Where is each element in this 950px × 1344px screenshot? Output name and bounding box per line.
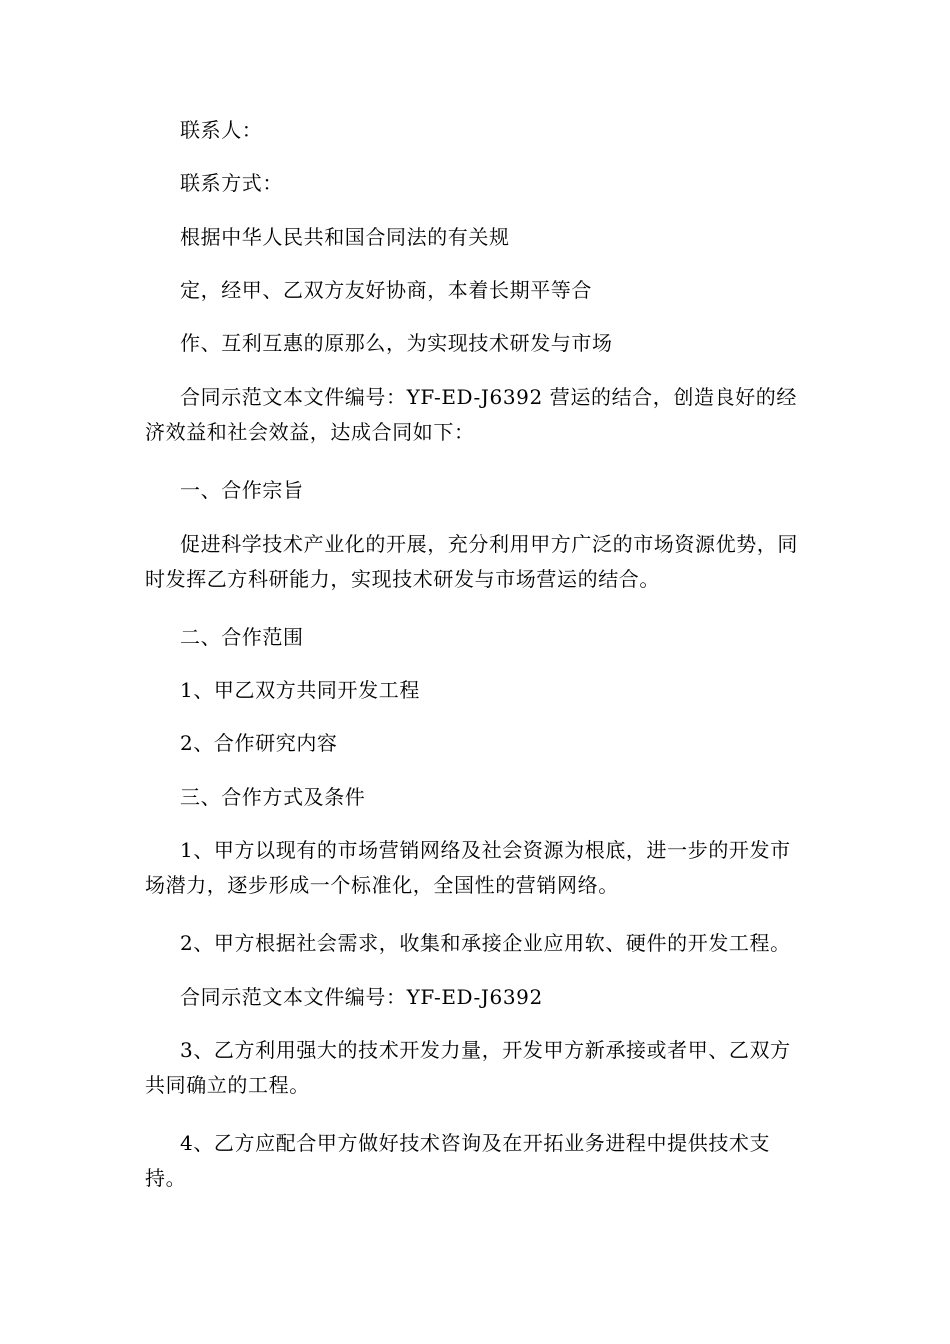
method-item-2: 2、甲方根据社会需求，收集和承接企业应用软、硬件的开发工程。	[180, 931, 791, 955]
paragraph-intro-1: 根据中华人民共和国合同法的有关规	[180, 225, 510, 249]
contact-person-line: 联系人：	[180, 118, 263, 142]
method-item-4: 4、乙方应配合甲方做好技术咨询及在开拓业务进程中提供技术支持。	[145, 1131, 771, 1190]
document-number-line: 合同示范文本文件编号：YF-ED-J6392	[180, 985, 543, 1009]
section-heading-method: 三、合作方式及条件	[180, 785, 366, 809]
method-item-3: 3、乙方利用强大的技术开发力量，开发甲方新承接或者甲、乙双方共同确立的工程。	[145, 1038, 791, 1097]
paragraph-intro-4: 合同示范文本文件编号：YF-ED-J6392 营运的结合，创造良好的经济效益和社会效益，达成合同如下：	[145, 385, 797, 444]
method-item-1: 1、甲方以现有的市场营销网络及社会资源为根底，进一步的开发市场潜力，逐步形成一个标准化，全国性的营销网络。	[145, 838, 791, 897]
paragraph-purpose: 促进科学技术产业化的开展，充分利用甲方广泛的市场资源优势，同时发挥乙方科研能力，实现技术研发与市场营运的结合。	[145, 532, 798, 591]
scope-item-2: 2、合作研究内容	[180, 731, 338, 755]
scope-item-1: 1、甲乙双方共同开发工程	[180, 678, 420, 702]
section-heading-purpose: 一、合作宗旨	[180, 478, 304, 502]
paragraph-intro-3: 作、互利互惠的原那么，为实现技术研发与市场	[180, 331, 613, 355]
contact-method-line: 联系方式：	[180, 171, 283, 195]
section-heading-scope: 二、合作范围	[180, 625, 304, 649]
paragraph-intro-2: 定，经甲、乙双方友好协商，本着长期平等合	[180, 278, 592, 302]
